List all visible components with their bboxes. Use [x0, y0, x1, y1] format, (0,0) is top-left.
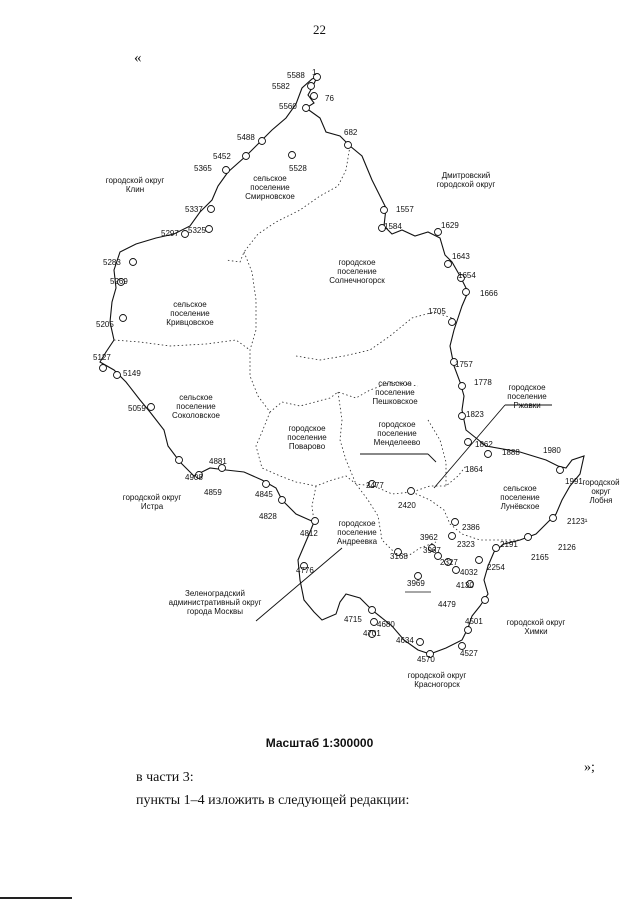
point-label: 5283: [103, 258, 121, 267]
region-label-smirnovskoe: сельское поселение Смирновское: [245, 174, 295, 201]
point-label: 5528: [289, 164, 307, 173]
point-marker: [550, 515, 557, 522]
point-label: 1705: [428, 307, 446, 316]
point-label: 4812: [300, 529, 318, 538]
point-label: 5560: [279, 102, 297, 111]
point-label: 76: [325, 94, 334, 103]
point-label: 3962: [420, 533, 438, 542]
region-label-dmitrov: Дмитровский городской округ: [436, 171, 496, 189]
point-marker: [408, 488, 415, 495]
point-label: 1888: [502, 448, 520, 457]
point-label: 5488: [237, 133, 255, 142]
region-label-peshkovskoe: сельское поселение Пешковское: [372, 379, 418, 406]
point-label: 2477: [366, 481, 384, 490]
point-marker: [485, 451, 492, 458]
point-label: 2327: [440, 558, 458, 567]
point-marker: [206, 226, 213, 233]
point-label: 4032: [460, 568, 478, 577]
point-label: 1643: [452, 252, 470, 261]
point-marker: [381, 207, 388, 214]
point-label: 5337: [185, 205, 203, 214]
point-marker: [263, 481, 270, 488]
region-label-klin: городской округ Клин: [105, 176, 165, 194]
point-marker: [493, 545, 500, 552]
point-label: 1654: [458, 271, 476, 280]
region-label-istra: городской округ Истра: [122, 493, 182, 511]
inner-boundary: [114, 340, 250, 350]
region-label-solnechnogorsk: городское поселение Солнечногорск: [329, 258, 385, 285]
point-label: 4859: [204, 488, 222, 497]
point-label: 3969: [407, 579, 425, 588]
point-label: 2123¹: [567, 517, 588, 526]
point-label: 2126: [558, 543, 576, 552]
point-label: 5582: [272, 82, 290, 91]
point-label: 4479: [438, 600, 456, 609]
region-label-krivtsovskoe: сельское поселение Кривцовское: [166, 300, 214, 327]
point-label: 1980: [543, 446, 561, 455]
leader-line: [428, 454, 436, 462]
inner-boundary: [312, 486, 316, 522]
point-marker: [176, 457, 183, 464]
point-marker: [482, 597, 489, 604]
point-label: 1862: [475, 440, 493, 449]
point-marker: [459, 413, 466, 420]
point-marker: [463, 289, 470, 296]
point-marker: [243, 153, 250, 160]
point-marker: [308, 83, 315, 90]
point-label: 1864: [465, 465, 483, 474]
region-label-sokolovskoe: сельское поселение Соколовское: [172, 393, 220, 420]
point-marker: [449, 533, 456, 540]
region-label-khimki: городской округ Химки: [506, 618, 566, 636]
open-quote: «: [134, 50, 142, 66]
point-label: 1823: [466, 410, 484, 419]
point-label: 1557: [396, 205, 414, 214]
point-label: 1584: [384, 222, 402, 231]
point-marker: [223, 167, 230, 174]
point-marker: [120, 315, 127, 322]
point-label: 2323: [457, 540, 475, 549]
point-marker: [148, 404, 155, 411]
region-label-povarovo: городское поселение Поварово: [287, 424, 327, 451]
point-marker: [465, 627, 472, 634]
point-marker: [452, 519, 459, 526]
region-label-rzhavki: городское поселение Ржавки: [507, 383, 547, 410]
point-label: 5365: [194, 164, 212, 173]
region-label-krasnogorsk: городской округ Красногорск: [407, 671, 467, 689]
region-label-lobnya: городской округ Лобня: [582, 478, 620, 505]
inner-boundary: [428, 420, 446, 486]
point-label: 4570: [417, 655, 435, 664]
point-marker: [312, 518, 319, 525]
point-label: 3168: [390, 552, 408, 561]
inner-boundary: [296, 312, 452, 360]
inner-boundary: [226, 146, 350, 262]
point-label: 3967: [423, 546, 441, 555]
region-label-mendeleevo: городское поселение Менделеево: [373, 420, 421, 447]
page-number: 22: [313, 22, 326, 37]
point-marker: [449, 319, 456, 326]
point-label: 4634: [396, 636, 414, 645]
body-line-2: пункты 1–4 изложить в следующей редакции:: [136, 793, 410, 808]
point-label: 1629: [441, 221, 459, 230]
point-marker: [369, 607, 376, 614]
point-label: 5269: [110, 277, 128, 286]
region-label-lunevskoe: сельское поселение Лунёвское: [500, 484, 540, 511]
point-marker: [208, 206, 215, 213]
point-label: 2420: [398, 501, 416, 510]
point-label: 5297: [161, 229, 179, 238]
body-line-1: в части 3:: [136, 770, 194, 785]
point-marker: [345, 142, 352, 149]
point-label: 4845: [255, 490, 273, 499]
footnote-rule: [0, 897, 72, 899]
point-marker: [525, 534, 532, 541]
point-label: 682: [344, 128, 358, 137]
point-marker: [459, 383, 466, 390]
point-label: 4828: [259, 512, 277, 521]
point-marker: [311, 93, 318, 100]
point-marker: [445, 261, 452, 268]
point-label: 4908: [185, 473, 203, 482]
point-label: 4130: [456, 581, 474, 590]
point-label: 5325: [188, 226, 206, 235]
point-marker: [476, 557, 483, 564]
point-label: 1: [312, 68, 317, 77]
point-label: 4501: [465, 617, 483, 626]
point-label: 1757: [455, 360, 473, 369]
point-marker: [279, 497, 286, 504]
close-quote: »;: [584, 760, 595, 775]
point-label: 2165: [531, 553, 549, 562]
point-label: 1778: [474, 378, 492, 387]
point-marker: [465, 439, 472, 446]
point-label: 5205: [96, 320, 114, 329]
point-marker: [130, 259, 137, 266]
point-label: 4701: [363, 629, 381, 638]
point-label: 2191: [500, 540, 518, 549]
point-label: 4527: [460, 649, 478, 658]
point-marker: [417, 639, 424, 646]
point-marker: [453, 567, 460, 574]
point-label: 5059: [128, 404, 146, 413]
point-marker: [259, 138, 266, 145]
point-label: 2386: [462, 523, 480, 532]
region-label-andreevka: городское поселение Андреевка: [336, 519, 378, 546]
outer-boundary: [100, 77, 584, 654]
point-label: 4881: [209, 457, 227, 466]
point-label: 2254: [487, 563, 505, 572]
point-marker: [289, 152, 296, 159]
point-label: 1991: [565, 477, 583, 486]
point-label: 4715: [344, 615, 362, 624]
region-label-zelenograd: Зеленоградский административный округ города Москвы: [168, 589, 262, 616]
point-label: 4680: [377, 620, 395, 629]
point-marker: [303, 105, 310, 112]
point-label: 5452: [213, 152, 231, 161]
point-label: 4776: [296, 566, 314, 575]
point-label: 5588: [287, 71, 305, 80]
point-label: 5149: [123, 369, 141, 378]
point-label: 5127: [93, 353, 111, 362]
map-scale: Масштаб 1:300000: [265, 736, 374, 750]
point-marker: [557, 467, 564, 474]
point-marker: [100, 365, 107, 372]
point-marker: [114, 372, 121, 379]
point-label: 1666: [480, 289, 498, 298]
